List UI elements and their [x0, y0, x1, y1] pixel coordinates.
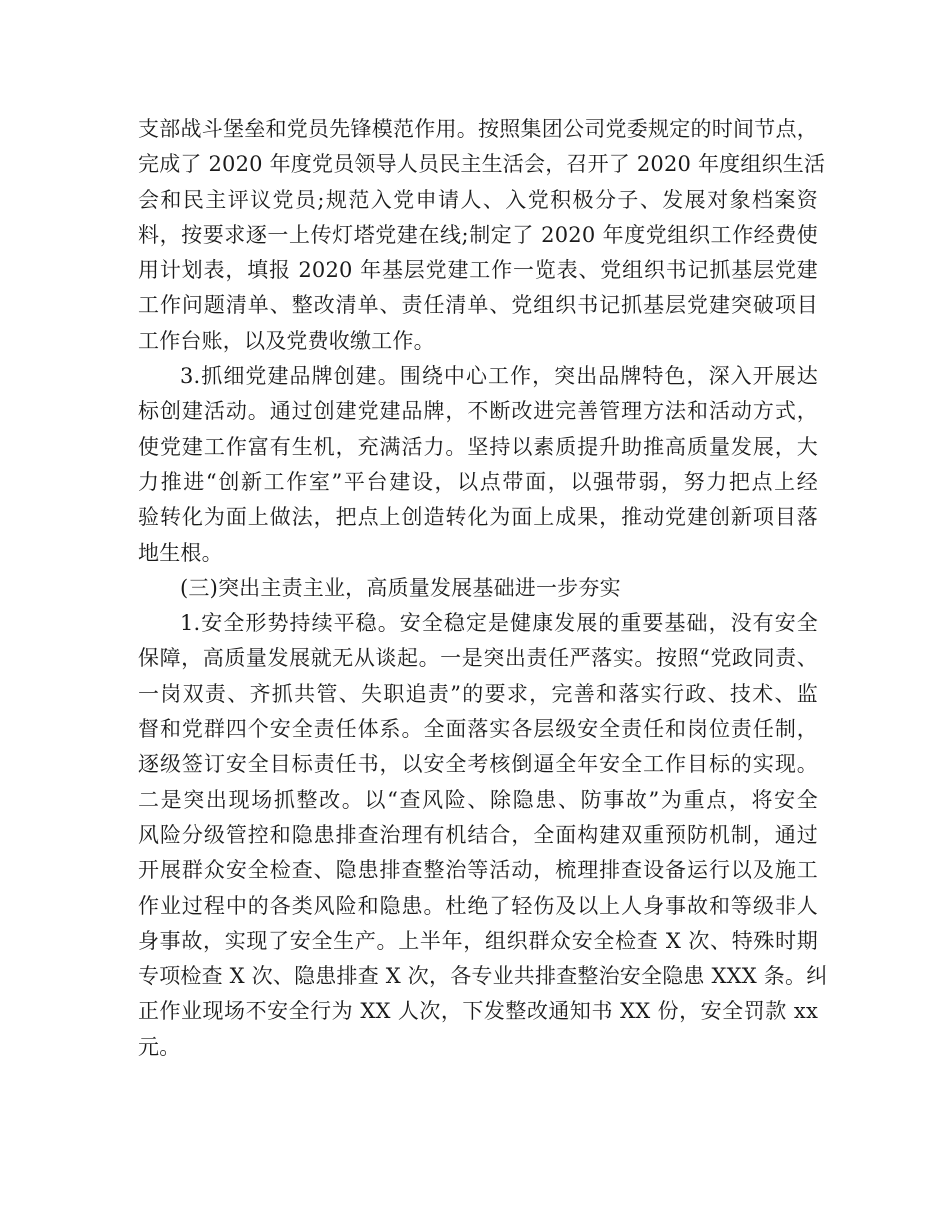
text-line: 标创建活动。通过创建党建品牌，不断改进完善管理方法和活动方式， — [138, 399, 818, 424]
text-line: 验转化为面上做法，把点上创造转化为面上成果，推动党建创新项目落 — [138, 505, 818, 530]
text-line: 1.安全形势持续平稳。安全稳定是健康发展的重要基础，没有安全 — [180, 611, 818, 636]
text-line: 地生根。 — [138, 540, 223, 565]
text-line: 身事故，实现了安全生产。上半年，组织群众安全检查 X 次、特殊时期 — [138, 928, 818, 953]
text-line: 督和党群四个安全责任体系。全面落实各层级安全责任和岗位责任制， — [138, 717, 818, 742]
text-line: 工作问题清单、整改清单、责任清单、党组织书记抓基层党建突破项目 — [138, 293, 818, 318]
text-line: 逐级签订安全目标责任书，以安全考核倒逼全年安全工作目标的实现。 — [138, 752, 818, 777]
text-line: 开展群众安全检查、隐患排查整治等活动，梳理排查设备运行以及施工 — [138, 858, 818, 883]
text-line: 3.抓细党建品牌创建。围绕中心工作，突出品牌特色，深入开展达 — [180, 364, 818, 389]
text-line: 正作业现场不安全行为 XX 人次，下发整改通知书 XX 份，安全罚款 xx — [138, 999, 818, 1024]
text-line: 保障，高质量发展就无从谈起。一是突出责任严落实。按照“党政同责、 — [138, 646, 818, 671]
text-line: 专项检查 X 次、隐患排查 X 次，各专业共排查整治安全隐患 XXX 条。纠 — [138, 964, 828, 989]
text-line: (三)突出主责主业，高质量发展基础进一步夯实 — [180, 575, 621, 600]
text-line: 力推进“创新工作室”平台建设，以点带面，以强带弱，努力把点上经 — [138, 469, 818, 494]
text-line: 会和民主评议党员;规范入党申请人、入党积极分子、发展对象档案资 — [138, 187, 818, 212]
text-line: 工作台账，以及党费收缴工作。 — [138, 328, 435, 353]
text-line: 作业过程中的各类风险和隐患。杜绝了轻伤及以上人身事故和等级非人 — [138, 893, 818, 918]
text-line: 元。 — [138, 1034, 181, 1059]
text-line: 使党建工作富有生机，充满活力。坚持以素质提升助推高质量发展，大 — [138, 434, 818, 459]
text-line: 支部战斗堡垒和党员先锋模范作用。按照集团公司党委规定的时间节点， — [138, 117, 818, 141]
text-line: 二是突出现场抓整改。以“查风险、除隐患、防事故”为重点，将安全 — [138, 787, 818, 812]
text-line: 一岗双责、齐抓共管、失职追责”的要求，完善和落实行政、技术、监 — [138, 681, 818, 706]
document-body — [138, 112, 828, 1065]
text-line: 料，按要求逐一上传灯塔党建在线;制定了 2020 年度党组织工作经费使 — [138, 222, 818, 247]
text-line: 完成了 2020 年度党员领导人员民主生活会，召开了 2020 年度组织生活 — [138, 152, 826, 177]
text-line: 风险分级管控和隐患排查治理有机结合，全面构建双重预防机制，通过 — [138, 822, 818, 847]
text-line: 用计划表，填报 2020 年基层党建工作一览表、党组织书记抓基层党建 — [138, 258, 818, 283]
